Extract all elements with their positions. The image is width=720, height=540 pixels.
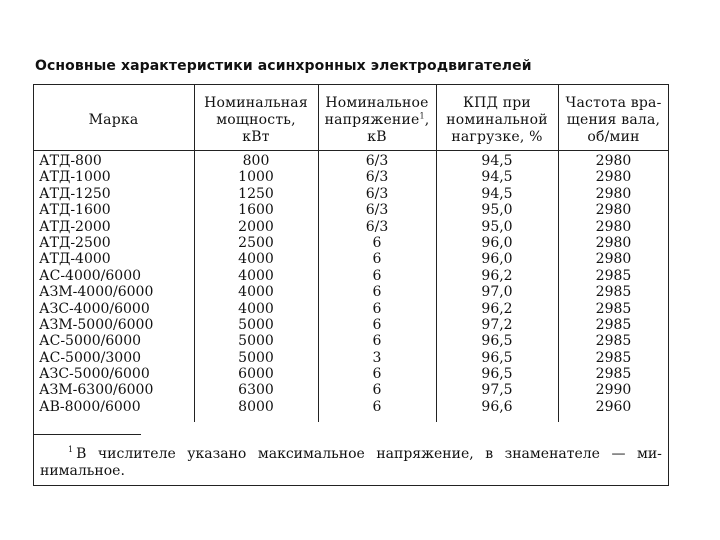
cell-voltage: 6/3 (365, 153, 389, 169)
cell-power: 5000 (238, 333, 274, 350)
footnote-line: нимальное. (40, 463, 125, 479)
cell-kpd: 96,5 (481, 366, 513, 383)
cell-mark: АТД-2000 (39, 218, 111, 235)
cell-power: 4000 (238, 300, 274, 317)
cell-mark: АТД-800 (39, 153, 102, 169)
cell-mark: АТД-2500 (39, 234, 111, 251)
cell-mark: АТД-1250 (39, 185, 111, 202)
page-title: Основные характеристики асинхронных электродвигателей (35, 58, 532, 74)
cell-mark: АТД-4000 (39, 251, 111, 268)
cell-kpd: 95,0 (481, 218, 513, 235)
cell-kpd: 94,5 (481, 185, 513, 202)
cell-frequency: 2980 (595, 202, 632, 219)
cell-voltage: 6/3 (365, 218, 389, 235)
cell-voltage: 6/3 (365, 185, 389, 202)
cell-kpd: 96,5 (481, 333, 513, 350)
header-mark: Марка (88, 111, 139, 128)
cell-power: 4000 (238, 267, 274, 284)
cell-frequency: 2980 (595, 234, 632, 251)
footnote-reference: 1 (419, 110, 425, 120)
cell-power: 8000 (238, 398, 274, 415)
cell-frequency: 2985 (595, 316, 632, 333)
cell-voltage: 6 (372, 251, 382, 268)
cell-kpd: 96,2 (481, 267, 513, 284)
header-voltage: Номинальное напряжение$^1$, кВ (324, 94, 430, 145)
cell-mark: АС-5000/6000 (39, 333, 142, 350)
table-row (33, 219, 669, 235)
cell-mark: АС-5000/3000 (39, 349, 142, 366)
footnote-word: ми- (636, 446, 662, 462)
table-row (33, 153, 669, 169)
cell-voltage: 3 (372, 349, 382, 366)
cell-power: 1250 (238, 185, 274, 202)
footnote-line (40, 446, 662, 463)
cell-mark: АТД-1600 (39, 202, 111, 219)
cell-mark: АВ-8000/6000 (39, 398, 141, 415)
cell-power: 6300 (238, 382, 274, 399)
table-row (33, 382, 669, 398)
cell-mark: АЗС-4000/6000 (39, 300, 150, 317)
cell-frequency: 2985 (595, 267, 632, 284)
header-power: Номинальная мощность, кВт (204, 94, 308, 145)
cell-power: 5000 (238, 349, 274, 366)
cell-frequency: 2980 (595, 169, 632, 186)
footnote-word: указано (187, 446, 247, 462)
header-kpd: КПД при номинальной нагрузке, % (446, 94, 548, 145)
table-row (33, 366, 669, 382)
footnote-marker: 1 (68, 445, 74, 455)
table-row (33, 186, 669, 202)
cell-mark: АС-4000/6000 (39, 267, 142, 284)
cell-kpd: 95,0 (481, 202, 513, 219)
cell-power: 4000 (238, 284, 274, 301)
cell-mark: АЗС-5000/6000 (39, 366, 150, 383)
cell-voltage: 6 (372, 382, 382, 399)
footnote (40, 446, 662, 480)
table-row (33, 399, 669, 415)
cell-kpd: 96,0 (481, 251, 513, 268)
footnote-word: В (76, 446, 87, 462)
table-row (33, 284, 669, 300)
cell-frequency: 2980 (595, 153, 632, 169)
cell-kpd: 97,5 (481, 382, 513, 399)
footnote-word: — (611, 446, 626, 462)
cell-voltage: 6 (372, 234, 382, 251)
cell-voltage: 6/3 (365, 169, 389, 186)
header-frequency: Частота вра- щения вала, об/мин (565, 94, 662, 145)
cell-voltage: 6 (372, 300, 382, 317)
cell-kpd: 97,2 (481, 316, 513, 333)
cell-frequency: 2980 (595, 185, 632, 202)
cell-voltage: 6 (372, 284, 382, 301)
cell-frequency: 2990 (595, 382, 632, 399)
cell-voltage: 6 (372, 333, 382, 350)
cell-power: 6000 (238, 366, 274, 383)
table-row (33, 235, 669, 251)
cell-power: 2000 (238, 218, 274, 235)
table-row (33, 317, 669, 333)
footnote-word: максимальное (257, 446, 365, 462)
cell-kpd: 96,2 (481, 300, 513, 317)
cell-frequency: 2985 (595, 366, 632, 383)
table-row (33, 301, 669, 317)
cell-voltage: 6 (372, 267, 382, 284)
table-row (33, 350, 669, 366)
table-row (33, 202, 669, 218)
footnote-word: в (485, 446, 494, 462)
cell-kpd: 96,5 (481, 349, 513, 366)
table-body (33, 153, 669, 415)
footnote-word: знаменателе (504, 446, 600, 462)
cell-mark: АЗМ-4000/6000 (39, 284, 154, 301)
cell-kpd: 94,5 (481, 169, 513, 186)
footnote-word: напряжение, (376, 446, 474, 462)
cell-power: 1600 (238, 202, 274, 219)
cell-voltage: 6 (372, 366, 382, 383)
cell-power: 1000 (238, 169, 274, 186)
footnote-divider (33, 434, 141, 435)
cell-frequency: 2960 (595, 398, 632, 415)
cell-kpd: 97,0 (481, 284, 513, 301)
cell-frequency: 2985 (595, 284, 632, 301)
table-row (33, 268, 669, 284)
cell-kpd: 96,0 (481, 234, 513, 251)
cell-kpd: 94,5 (481, 153, 513, 169)
cell-kpd: 96,6 (481, 398, 513, 415)
cell-power: 5000 (238, 316, 274, 333)
cell-voltage: 6 (372, 398, 382, 415)
cell-frequency: 2980 (595, 218, 632, 235)
cell-voltage: 6/3 (365, 202, 389, 219)
cell-frequency: 2980 (595, 251, 632, 268)
cell-frequency: 2985 (595, 300, 632, 317)
header-divider (33, 150, 669, 151)
cell-frequency: 2985 (595, 349, 632, 366)
cell-mark: АТД-1000 (39, 169, 111, 186)
cell-power: 4000 (238, 251, 274, 268)
cell-frequency: 2985 (595, 333, 632, 350)
cell-power: 800 (242, 153, 270, 169)
cell-voltage: 6 (372, 316, 382, 333)
footnote-word: числителе (97, 446, 176, 462)
table-row (33, 169, 669, 185)
cell-power: 2500 (238, 234, 274, 251)
cell-mark: АЗМ-6300/6000 (39, 382, 154, 399)
table-row (33, 251, 669, 267)
table-row (33, 333, 669, 349)
cell-mark: АЗМ-5000/6000 (39, 316, 154, 333)
